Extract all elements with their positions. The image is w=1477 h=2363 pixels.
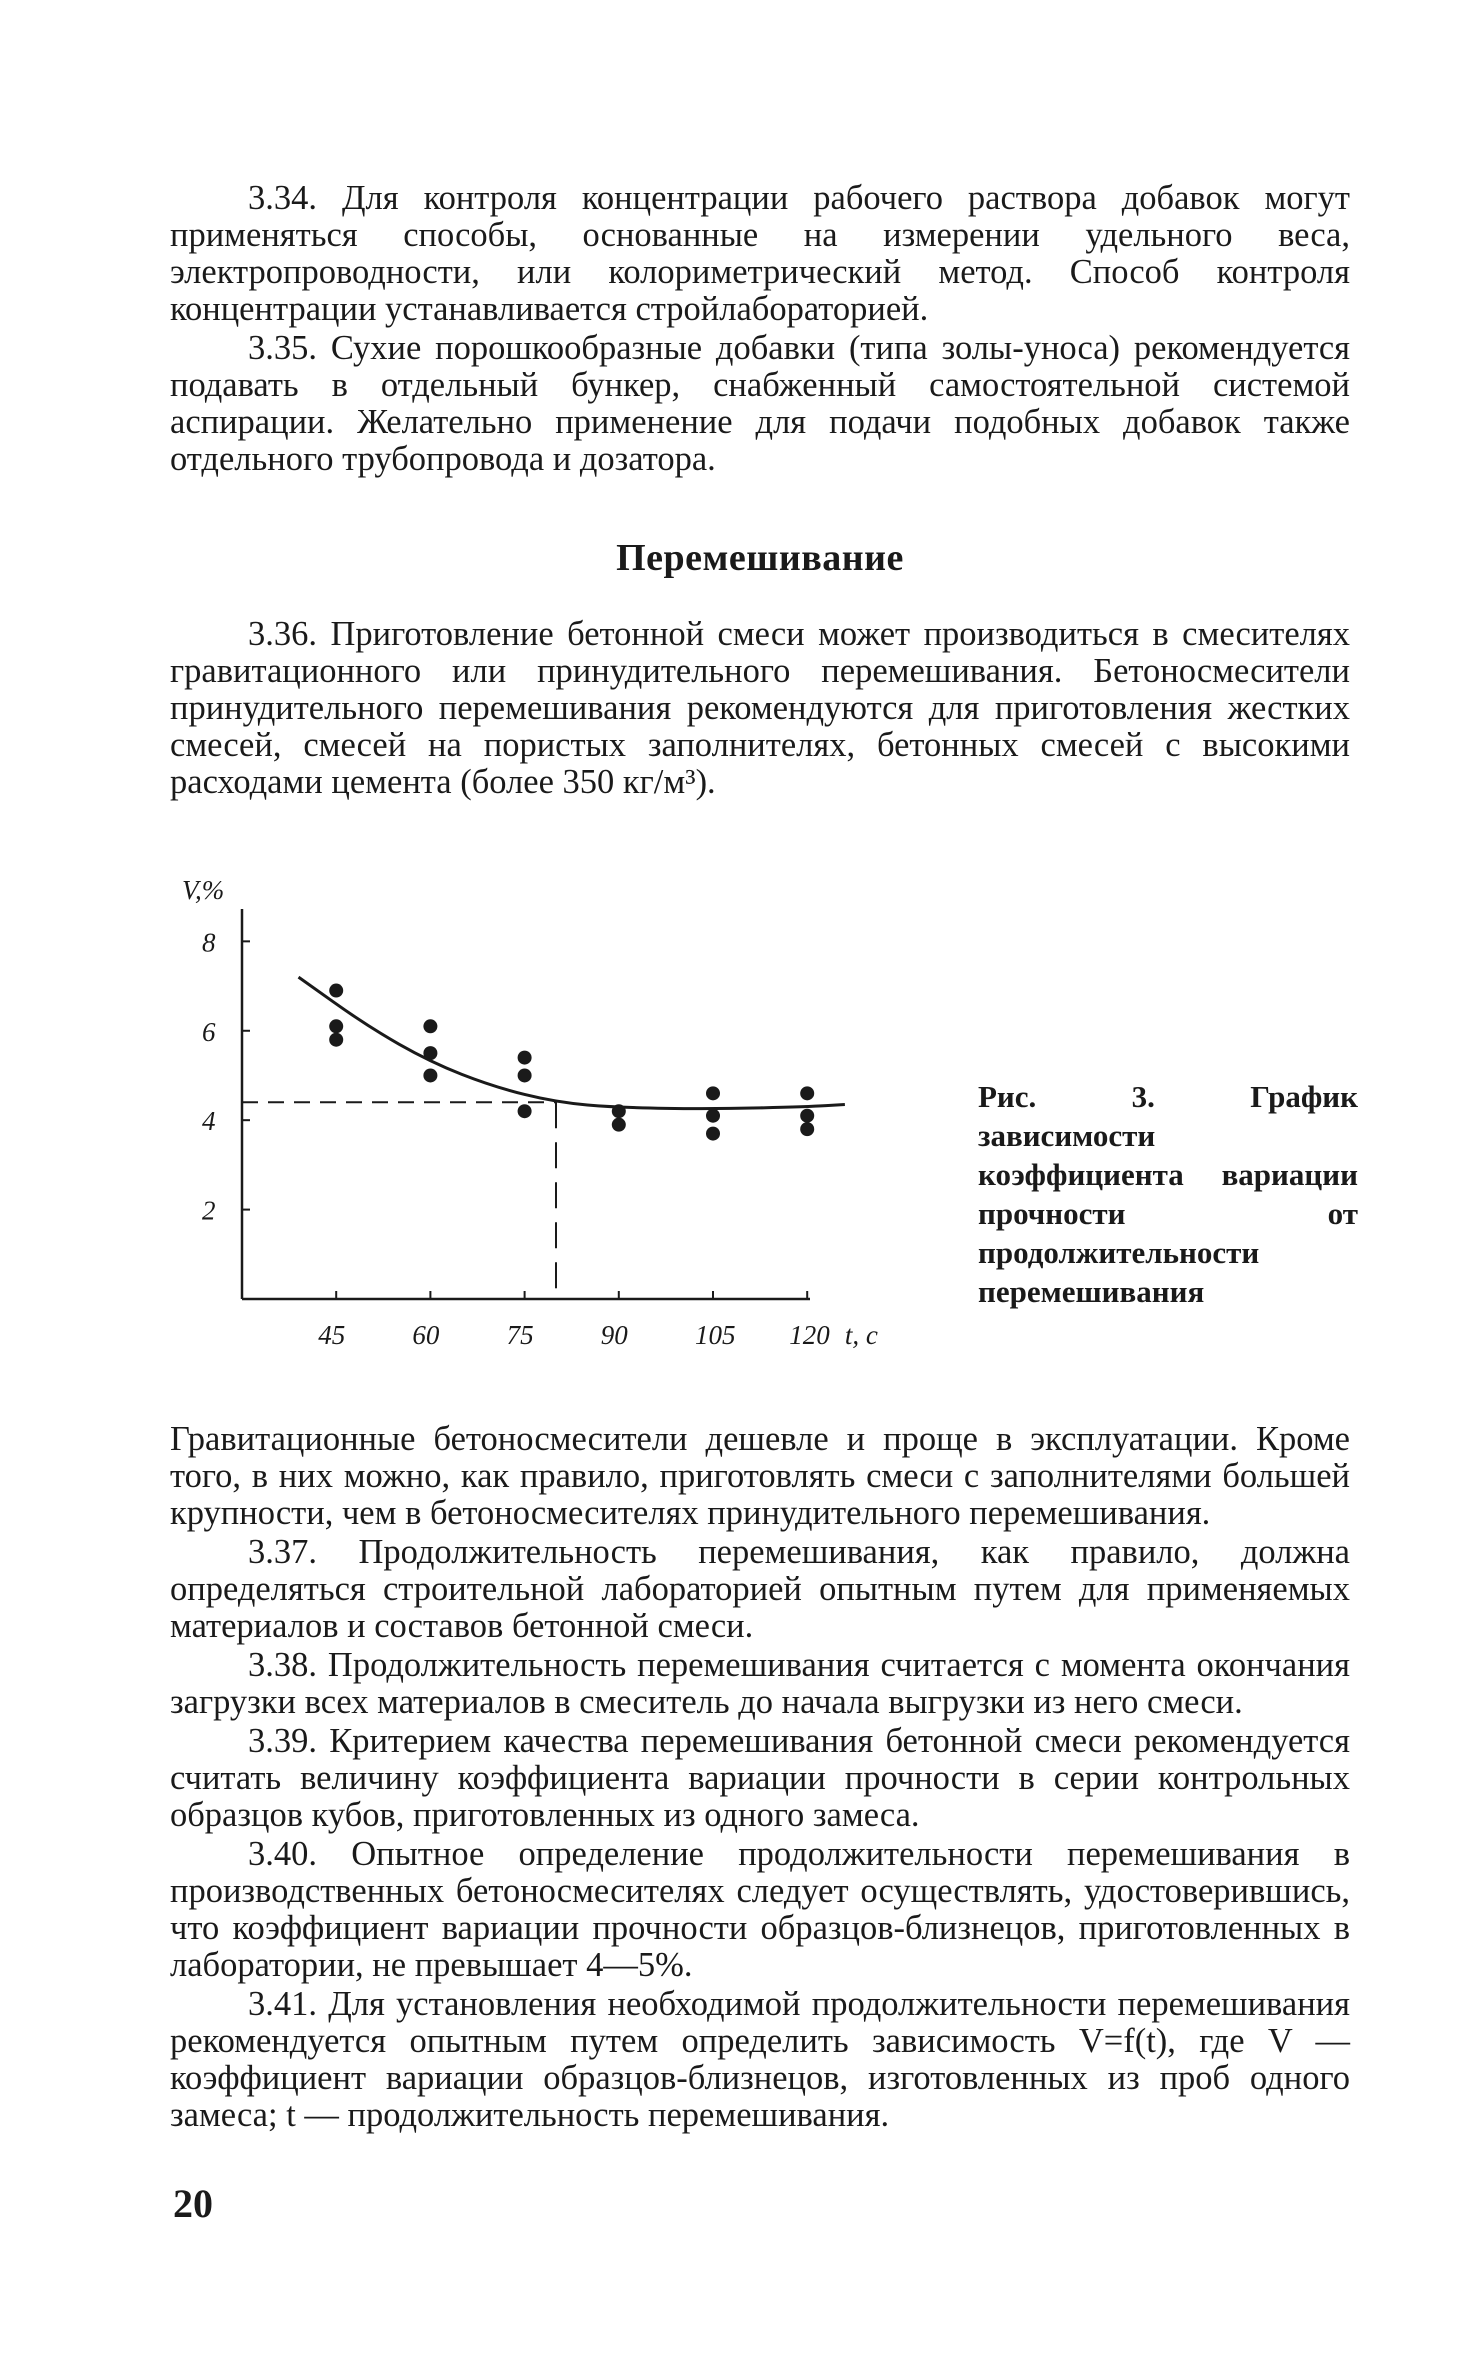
data-point — [518, 1068, 532, 1082]
data-point — [423, 1068, 437, 1082]
data-point — [329, 1033, 343, 1047]
variation-chart — [170, 859, 910, 1379]
data-point — [800, 1086, 814, 1100]
page-body — [170, 179, 1358, 2134]
data-point — [518, 1051, 532, 1065]
data-point — [706, 1086, 720, 1100]
paragraph-gravity-mixers: Гравитационные бетоносмесители дешевле и проще в эксплуатации. Кроме того, в них можно, как правило, приготовлять смеси с заполнителями большей крупности, чем в бетоносмесителях принудительного перемешивания. — [170, 1420, 1350, 1532]
trend-curve — [299, 977, 845, 1108]
figure-caption: Рис. 3. График зависимости коэффициента вариации прочности от продолжительности перемешивания — [978, 1079, 1358, 1309]
x-tick-label: 90 — [600, 1320, 628, 1350]
y-tick-label: 6 — [202, 1016, 216, 1047]
data-point — [706, 1127, 720, 1141]
paragraph-3-36: 3.36. Приготовление бетонной смеси может производиться в смесителях гравитационного или принудительного перемешивания. Бетоносмесители принудительного перемешивания рекомендуются для приготовления жестких смесей, смесей на пористых заполнителях, бетонных смесей с высокими расходами цемента (более 350 кг/м³). — [170, 615, 1350, 801]
y-tick-label: 4 — [202, 1106, 216, 1137]
x-tick-label: 75 — [506, 1320, 534, 1350]
paragraph-3-41: 3.41. Для установления необходимой продолжительности перемешивания рекомендуется опытным путем определить зависимость V=f(t), где V — коэффициент вариации образцов-близнецов, изготовленных из проб одного замеса; t — продолжительность перемешивания. — [170, 1985, 1350, 2134]
x-tick-label: 45 — [318, 1320, 346, 1350]
data-point — [612, 1104, 626, 1118]
data-point — [423, 1046, 437, 1060]
data-point — [329, 984, 343, 998]
paragraph-3-40: 3.40. Опытное определение продолжительности перемешивания в производственных бетоносмесителях следует осуществлять, удостоверившись, что коэффициент вариации прочности образцов-близнецов, приготовленных в лаборатории, не превышает 4—5%. — [170, 1835, 1350, 1984]
paragraph-3-38: 3.38. Продолжительность перемешивания считается с момента окончания загрузки всех материалов в смеситель до начала выгрузки из него смеси. — [170, 1646, 1350, 1721]
paragraph-3-35: 3.35. Сухие порошкообразные добавки (типа золы-уноса) рекомендуется подавать в отдельный бункер, снабженный самостоятельной системой аспирации. Желательно применение для подачи подобных добавок также отдельного трубопровода и дозатора. — [170, 329, 1350, 478]
y-tick-label: 2 — [202, 1195, 216, 1226]
data-point — [329, 1019, 343, 1033]
paragraph-3-37: 3.37. Продолжительность перемешивания, как правило, должна определяться строительной лабораторией опытным путем для применяемых материалов и составов бетонной смеси. — [170, 1533, 1350, 1645]
data-point — [800, 1122, 814, 1136]
data-point — [518, 1104, 532, 1118]
data-point — [800, 1109, 814, 1123]
paragraph-3-34: 3.34. Для контроля концентрации рабочего раствора добавок могут применяться способы, основанные на измерении удельного веса, электропроводности, или колориметрический метод. Способ контроля концентрации устанавливается стройлабораторией. — [170, 179, 1350, 328]
data-point — [706, 1109, 720, 1123]
x-tick-label: 120 — [789, 1320, 830, 1350]
x-axis-label: t, c — [844, 1320, 878, 1350]
y-tick-label: 8 — [202, 927, 216, 958]
x-tick-label: 105 — [695, 1320, 736, 1350]
paragraph-3-39: 3.39. Критерием качества перемешивания бетонной смеси рекомендуется считать величину коэффициента вариации прочности в серии контрольных образцов кубов, приготовленных из одного замеса. — [170, 1722, 1350, 1834]
y-axis-label: V,% — [182, 875, 225, 905]
page-number: 20 — [173, 2181, 213, 2226]
figure-3 — [170, 859, 1358, 1379]
section-heading: Перемешивание — [616, 537, 904, 579]
data-point — [423, 1019, 437, 1033]
x-tick-label: 60 — [412, 1320, 440, 1350]
data-point — [612, 1118, 626, 1132]
